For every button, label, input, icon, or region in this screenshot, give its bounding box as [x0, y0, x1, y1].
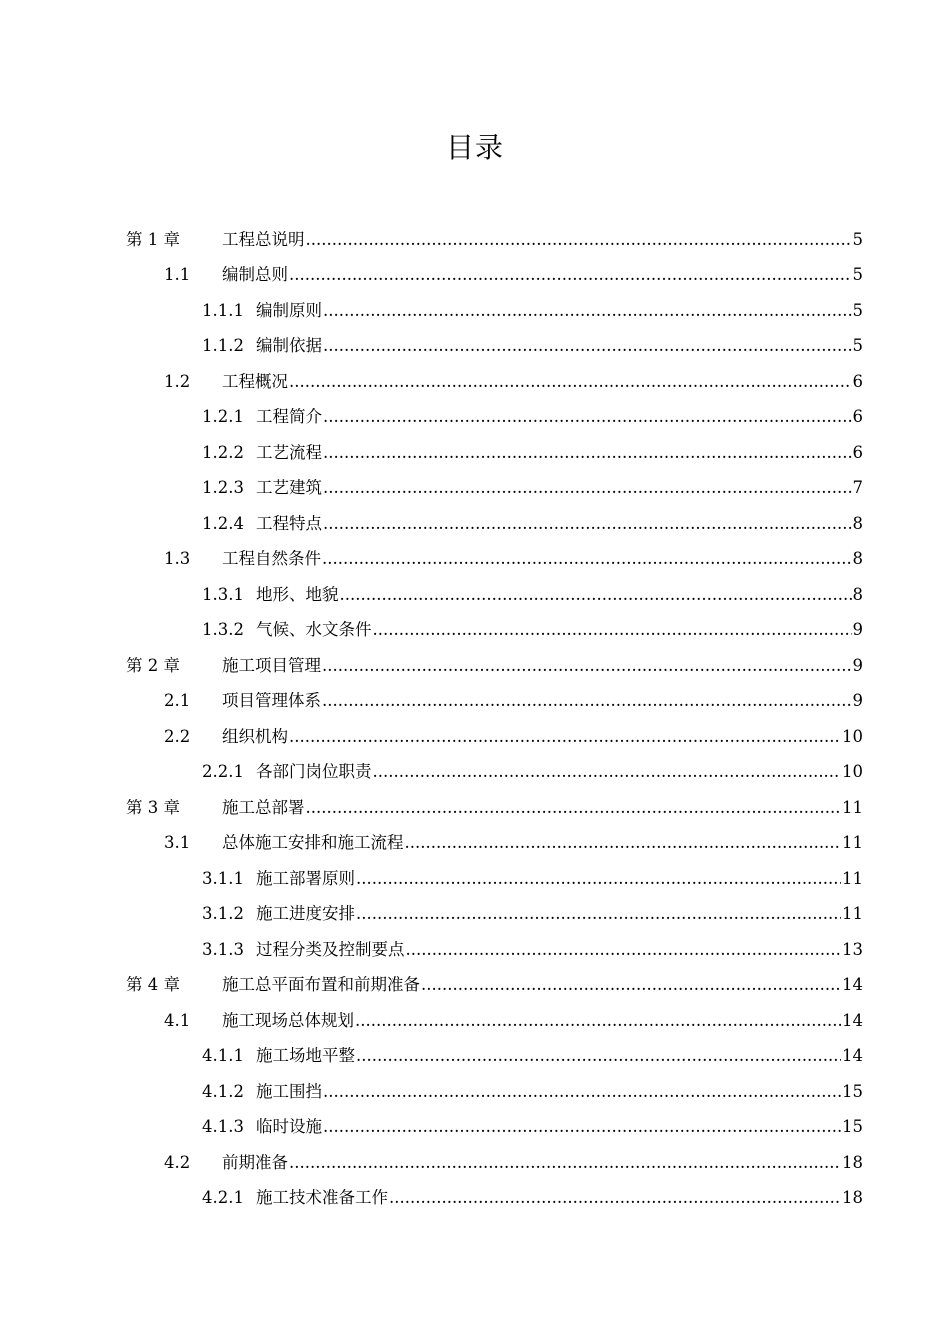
toc-entry-page-number: 8	[852, 513, 863, 533]
toc-entry-number: 1.1.1	[202, 300, 244, 320]
dot-leader	[306, 230, 852, 250]
toc-entry-number: 1.3	[164, 549, 191, 569]
toc-entry-number: 3.1.1	[202, 868, 244, 888]
toc-entry[interactable]	[0, 932, 950, 968]
toc-entry-title: 施工围挡	[256, 1081, 322, 1101]
toc-entry-title: 项目管理体系	[222, 691, 321, 711]
dot-leader	[373, 620, 852, 640]
toc-entry[interactable]	[0, 258, 950, 294]
toc-entry-title: 编制依据	[256, 336, 322, 356]
toc-entry-title: 工程简介	[256, 407, 322, 427]
toc-entry-page-number: 10	[842, 726, 863, 746]
toc-entry-number: 1.2.1	[202, 407, 244, 427]
toc-entry-line	[256, 407, 863, 427]
dot-leader	[289, 265, 852, 285]
dot-leader	[323, 1082, 841, 1102]
toc-entry-number: 1.2.4	[202, 513, 244, 533]
toc-entry-line	[256, 336, 863, 356]
dot-leader	[356, 869, 841, 889]
toc-entry-number: 4.2.1	[202, 1188, 244, 1208]
dot-leader	[323, 478, 852, 498]
toc-entry[interactable]	[0, 222, 950, 258]
toc-entry[interactable]	[0, 471, 950, 507]
toc-entry[interactable]	[0, 542, 950, 578]
toc-entry-page-number: 14	[842, 1010, 863, 1030]
toc-entry-page-number: 11	[842, 797, 863, 817]
toc-entry-line	[222, 975, 863, 995]
toc-entry-number: 1.3.2	[202, 620, 244, 640]
toc-entry-number: 2.2.1	[202, 762, 244, 782]
toc-entry-line	[222, 549, 863, 569]
toc-entry-line	[256, 443, 863, 463]
toc-entry-line	[256, 762, 863, 782]
toc-entry-line	[256, 869, 863, 889]
dot-leader	[405, 833, 842, 853]
toc-entry-number: 第 3 章	[126, 797, 180, 817]
dot-leader	[373, 762, 842, 782]
toc-entry-title: 组织机构	[222, 726, 288, 746]
toc-entry-title: 工程总说明	[222, 229, 305, 249]
toc-entry[interactable]	[0, 613, 950, 649]
toc-entry-number: 4.1	[164, 1010, 191, 1030]
toc-entry[interactable]	[0, 293, 950, 329]
dot-leader	[289, 372, 852, 392]
toc-entry-title: 工程概况	[222, 371, 288, 391]
toc-entry-page-number: 5	[852, 265, 863, 285]
toc-entry[interactable]	[0, 1039, 950, 1075]
toc-entry-title: 编制总则	[222, 265, 288, 285]
toc-entry-title: 施工进度安排	[256, 904, 355, 924]
toc-entry-page-number: 6	[852, 371, 863, 391]
toc-entry-number: 3.1.3	[202, 939, 244, 959]
toc-entry-page-number: 9	[852, 691, 863, 711]
toc-entry-page-number: 6	[852, 407, 863, 427]
toc-entry-title: 施工部署原则	[256, 868, 355, 888]
toc-entry-line	[222, 230, 863, 250]
dot-leader	[306, 798, 842, 818]
dot-leader	[389, 1188, 841, 1208]
toc-entry-line	[222, 372, 863, 392]
toc-entry-title: 施工技术准备工作	[256, 1188, 388, 1208]
toc-entry-line	[222, 833, 863, 853]
toc-entry-page-number: 7	[852, 478, 863, 498]
dot-leader	[323, 336, 852, 356]
toc-entry-title: 各部门岗位职责	[256, 762, 372, 782]
toc-entry-title: 过程分类及控制要点	[256, 939, 405, 959]
table-of-contents	[0, 222, 950, 1216]
dot-leader	[322, 549, 852, 569]
toc-entry-line	[256, 1117, 863, 1137]
toc-entry-line	[256, 301, 863, 321]
toc-entry-page-number: 5	[852, 336, 863, 356]
toc-entry-line	[256, 478, 863, 498]
toc-entry-page-number: 9	[852, 655, 863, 675]
toc-entry-line	[256, 940, 863, 960]
dot-leader	[323, 301, 852, 321]
toc-entry[interactable]	[0, 577, 950, 613]
toc-entry-line	[256, 1082, 863, 1102]
toc-entry-number: 第 1 章	[126, 229, 180, 249]
toc-entry-line	[222, 656, 863, 676]
toc-entry-title: 总体施工安排和施工流程	[222, 833, 404, 853]
toc-entry[interactable]	[0, 968, 950, 1004]
dot-leader	[289, 727, 841, 747]
toc-entry-number: 1.3.1	[202, 584, 244, 604]
toc-entry-page-number: 5	[852, 300, 863, 320]
toc-entry-line	[256, 585, 863, 605]
toc-entry-page-number: 8	[852, 584, 863, 604]
toc-entry-number: 1.2	[164, 371, 191, 391]
toc-entry-title: 气候、水文条件	[256, 620, 372, 640]
toc-entry[interactable]	[0, 826, 950, 862]
toc-entry-line	[222, 1011, 863, 1031]
toc-entry-title: 编制原则	[256, 300, 322, 320]
toc-entry[interactable]	[0, 684, 950, 720]
toc-entry-page-number: 11	[842, 904, 863, 924]
toc-entry-line	[222, 265, 863, 285]
toc-entry-title: 工艺建筑	[256, 478, 322, 498]
toc-entry[interactable]	[0, 1003, 950, 1039]
toc-entry[interactable]	[0, 506, 950, 542]
toc-entry-number: 1.1	[164, 265, 191, 285]
toc-entry[interactable]	[0, 1145, 950, 1181]
toc-entry-number: 第 4 章	[126, 975, 180, 995]
toc-entry-title: 施工场地平整	[256, 1046, 355, 1066]
toc-entry-number: 第 2 章	[126, 655, 180, 675]
toc-entry-page-number: 15	[842, 1117, 863, 1137]
toc-entry-line	[222, 1153, 863, 1173]
toc-entry-title: 地形、地貌	[256, 584, 339, 604]
toc-entry-line	[222, 691, 863, 711]
toc-entry-line	[256, 514, 863, 534]
dot-leader	[323, 443, 852, 463]
dot-leader	[421, 975, 841, 995]
toc-entry[interactable]	[0, 861, 950, 897]
toc-entry[interactable]	[0, 897, 950, 933]
dot-leader	[340, 585, 852, 605]
toc-entry-line	[222, 727, 863, 747]
toc-entry-title: 工程自然条件	[222, 549, 321, 569]
toc-entry[interactable]	[0, 364, 950, 400]
toc-entry-line	[256, 620, 863, 640]
toc-entry-title: 施工项目管理	[222, 655, 321, 675]
toc-entry-page-number: 8	[852, 549, 863, 569]
toc-entry-number: 1.1.2	[202, 336, 244, 356]
page-title: 目录	[445, 131, 504, 164]
dot-leader	[322, 691, 852, 711]
toc-entry-page-number: 5	[852, 229, 863, 249]
dot-leader	[323, 407, 852, 427]
toc-entry-page-number: 18	[842, 1188, 863, 1208]
toc-entry-title: 前期准备	[222, 1152, 288, 1172]
toc-entry[interactable]	[0, 1074, 950, 1110]
toc-entry-title: 临时设施	[256, 1117, 322, 1137]
toc-entry[interactable]	[0, 648, 950, 684]
dot-leader	[406, 940, 842, 960]
dot-leader	[322, 656, 852, 676]
toc-entry-page-number: 14	[842, 1046, 863, 1066]
toc-entry-number: 4.1.3	[202, 1117, 244, 1137]
toc-entry-number: 2.1	[164, 691, 191, 711]
toc-entry-number: 3.1	[164, 833, 191, 853]
toc-entry[interactable]	[0, 719, 950, 755]
toc-entry-number: 2.2	[164, 726, 191, 746]
toc-entry-page-number: 14	[842, 975, 863, 995]
toc-entry[interactable]	[0, 790, 950, 826]
toc-entry-page-number: 18	[842, 1152, 863, 1172]
toc-entry-page-number: 6	[852, 442, 863, 462]
dot-leader	[289, 1153, 841, 1173]
dot-leader	[355, 1011, 841, 1031]
toc-entry-page-number: 9	[852, 620, 863, 640]
toc-entry-line	[222, 798, 863, 818]
toc-entry-number: 4.2	[164, 1152, 191, 1172]
toc-entry-page-number: 13	[842, 939, 863, 959]
toc-entry-title: 施工现场总体规划	[222, 1010, 354, 1030]
toc-entry-title: 施工总部署	[222, 797, 305, 817]
toc-entry-page-number: 11	[842, 868, 863, 888]
toc-entry-number: 3.1.2	[202, 904, 244, 924]
toc-entry-page-number: 10	[842, 762, 863, 782]
toc-entry-number: 4.1.1	[202, 1046, 244, 1066]
toc-entry-line	[256, 1188, 863, 1208]
toc-entry[interactable]	[0, 1110, 950, 1146]
toc-entry[interactable]	[0, 755, 950, 791]
toc-entry[interactable]	[0, 400, 950, 436]
toc-entry[interactable]	[0, 435, 950, 471]
dot-leader	[323, 1117, 841, 1137]
toc-entry-title: 工程特点	[256, 513, 322, 533]
dot-leader	[356, 904, 841, 924]
toc-entry-title: 工艺流程	[256, 442, 322, 462]
dot-leader	[323, 514, 852, 534]
toc-entry[interactable]	[0, 1181, 950, 1217]
toc-entry-page-number: 11	[842, 833, 863, 853]
toc-entry-line	[256, 1046, 863, 1066]
toc-entry[interactable]	[0, 329, 950, 365]
toc-entry-number: 1.2.2	[202, 442, 244, 462]
toc-entry-title: 施工总平面布置和前期准备	[222, 975, 420, 995]
dot-leader	[356, 1046, 841, 1066]
toc-entry-number: 4.1.2	[202, 1081, 244, 1101]
toc-entry-number: 1.2.3	[202, 478, 244, 498]
toc-entry-line	[256, 904, 863, 924]
toc-entry-page-number: 15	[842, 1081, 863, 1101]
